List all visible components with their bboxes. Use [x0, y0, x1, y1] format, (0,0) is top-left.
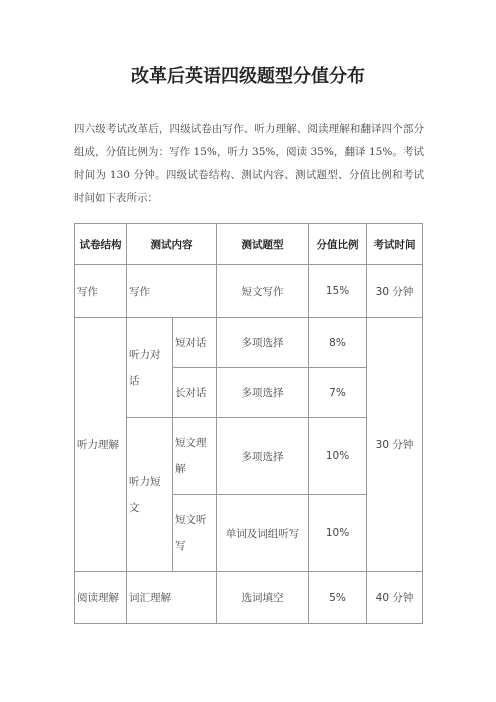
table-row [75, 318, 423, 368]
passage-comprehension-type: 多项选择 [217, 418, 309, 495]
reading-ratio: 5% [309, 572, 367, 624]
writing-ratio: 15% [309, 265, 367, 318]
writing-type: 短文写作 [217, 265, 309, 318]
long-dialogue-content: 长对话 [173, 368, 217, 418]
intro-paragraph: 四六级考试改革后，四级试卷由写作、听力理解、阅读理解和翻译四个部分组成，分值比例为：写作 15%，听力 35%，阅读 35%，翻译 15%。考试时间为 130 分钟。四级试卷结构、测试内容、测试题型、分值比例和考试时间如下表所示： [74, 123, 424, 204]
long-dialogue-ratio: 7% [309, 368, 367, 418]
table-row [75, 265, 423, 318]
table-row [75, 572, 423, 624]
listening-time: 30 分钟 [367, 318, 423, 572]
writing-time: 30 分钟 [367, 265, 423, 318]
header-type: 测试题型 [217, 224, 309, 265]
passage-dictation-content: 短文听写 [173, 495, 217, 572]
passage-dictation-ratio: 10% [309, 495, 367, 572]
reading-time: 40 分钟 [367, 572, 423, 624]
short-dialogue-type: 多项选择 [217, 318, 309, 368]
reading-type: 选词填空 [217, 572, 309, 624]
passage-dictation-type: 单词及词组听写 [217, 495, 309, 572]
writing-structure: 写作 [75, 265, 127, 318]
listening-dialogue-label: 听力对话 [127, 318, 173, 418]
short-dialogue-ratio: 8% [309, 318, 367, 368]
header-content: 测试内容 [127, 224, 217, 265]
listening-passage-label: 听力短文 [127, 418, 173, 572]
long-dialogue-type: 多项选择 [217, 368, 309, 418]
passage-comprehension-ratio: 10% [309, 418, 367, 495]
header-time: 考试时间 [367, 224, 423, 265]
reading-content: 词汇理解 [127, 572, 217, 624]
document-title: 改革后英语四级题型分值分布 [131, 66, 365, 87]
header-ratio: 分值比例 [309, 224, 367, 265]
passage-comprehension-content: 短文理解 [173, 418, 217, 495]
writing-content: 写作 [127, 265, 217, 318]
short-dialogue-content: 短对话 [173, 318, 217, 368]
table-header-row [75, 224, 423, 265]
score-distribution-table [74, 223, 423, 624]
listening-structure: 听力理解 [75, 318, 127, 572]
reading-structure: 阅读理解 [75, 572, 127, 624]
header-structure: 试卷结构 [75, 224, 127, 265]
